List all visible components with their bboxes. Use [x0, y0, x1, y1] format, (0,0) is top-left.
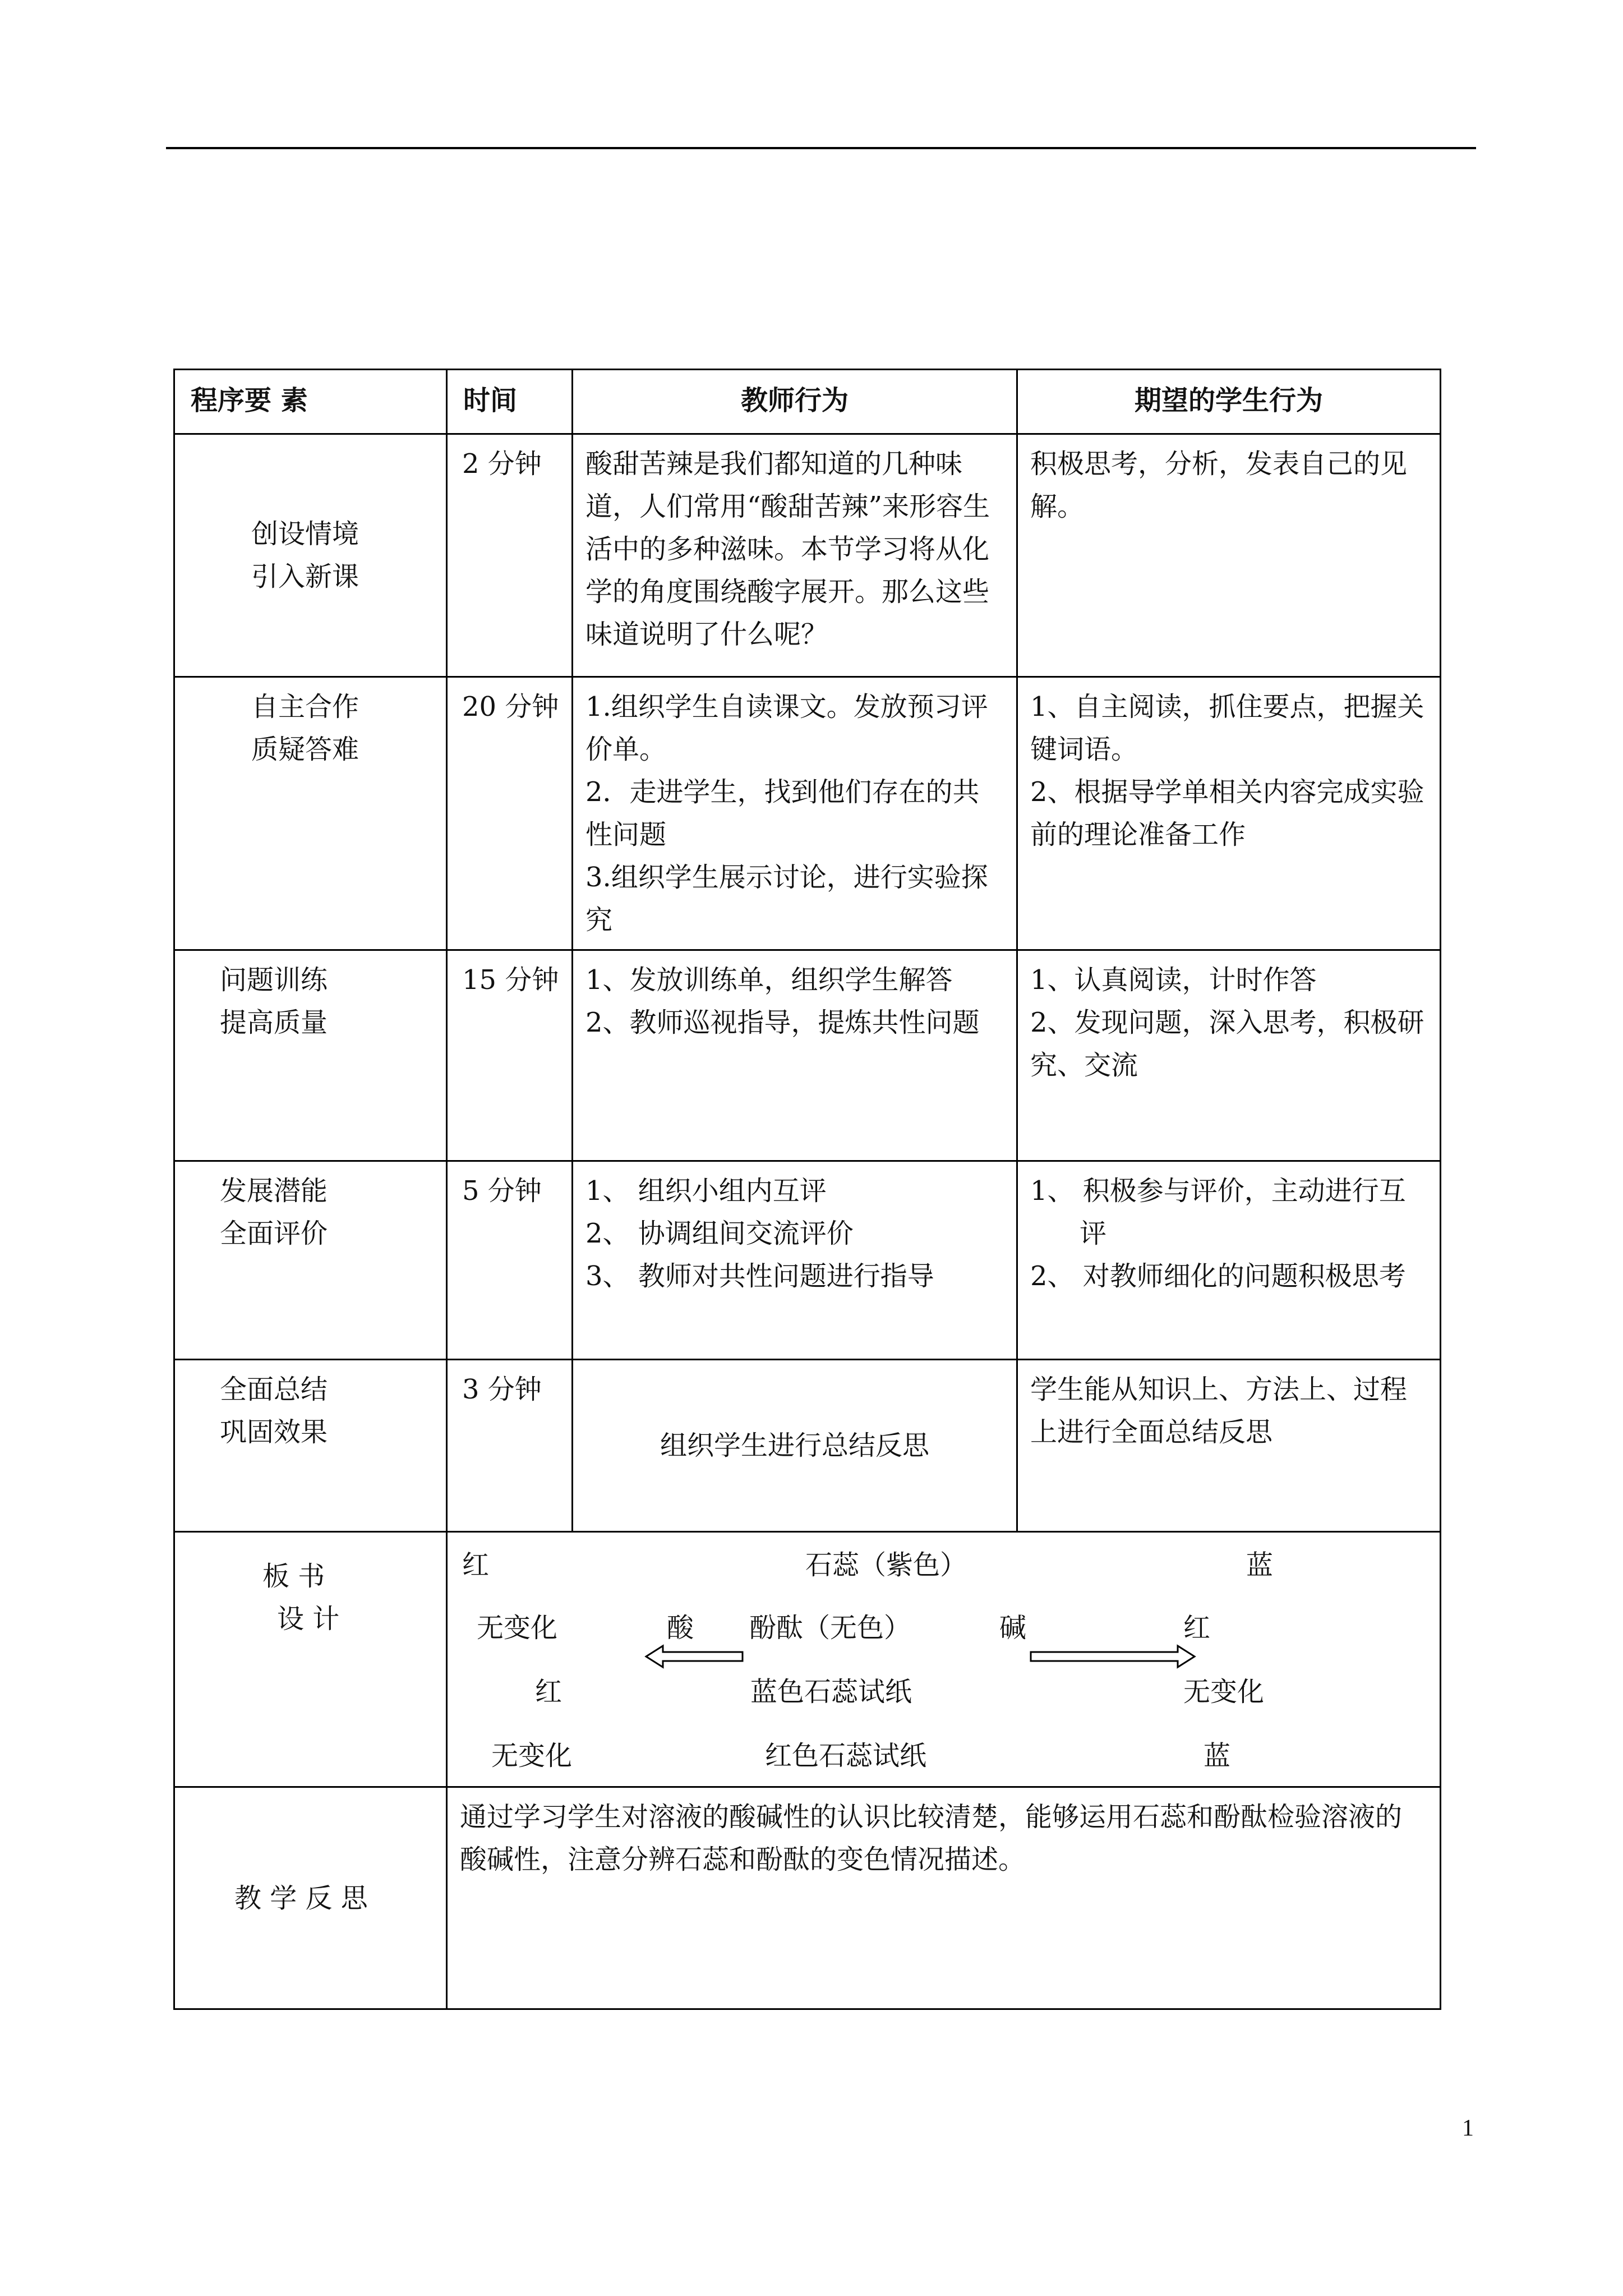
board-design-cell — [447, 1532, 1441, 1787]
reflection-stage-cell — [174, 1787, 447, 2009]
teacher-text: 3、 教师对共性问题进行指导 — [585, 1260, 934, 1292]
board-row — [174, 1532, 1441, 1787]
board-text: 无变化 — [491, 1740, 573, 1772]
stage-cell — [174, 1161, 447, 1360]
student-cell — [1017, 1360, 1441, 1532]
stage-line: 反 思 — [305, 1882, 368, 1914]
stage-line: 设 计 — [277, 1603, 340, 1635]
stage-line: 全面评价 — [220, 1218, 328, 1249]
teacher-cell — [573, 1161, 1017, 1360]
header-row — [174, 370, 1441, 434]
time-cell: 2 分钟 — [447, 434, 573, 677]
teacher-text: 酸甜苦辣是我们都知道的几种味道，人们常用“酸甜苦辣”来形容生活中的多种滋味。本节学习将从化学的角度围绕酸字展开。那么这些味道说明了什么呢？ — [585, 448, 990, 650]
student-text: 2、根据导学单相关内容完成实验前的理论准备工作 — [1030, 776, 1424, 850]
teacher-text: 2、 协调组间交流评价 — [585, 1218, 854, 1249]
teacher-cell — [573, 434, 1017, 677]
board-text: 无变化 — [1183, 1676, 1265, 1708]
table-row — [174, 677, 1441, 950]
header-rule — [166, 147, 1476, 149]
stage-cell — [174, 434, 447, 677]
reflection-text-cell — [447, 1787, 1441, 2009]
header-time: 时间 — [447, 370, 573, 434]
teacher-text: 1、发放训练单，组织学生解答 — [585, 964, 953, 996]
header-teacher: 教师行为 — [573, 370, 1017, 434]
board-acid-label: 酸 — [667, 1612, 694, 1644]
time-cell: 15 分钟 — [447, 950, 573, 1161]
stage-line: 问题训练 — [220, 964, 328, 996]
time-cell: 5 分钟 — [447, 1161, 573, 1360]
student-cell — [1017, 677, 1441, 950]
student-text: 2、 对教师细化的问题积极思考 — [1030, 1260, 1406, 1292]
teacher-text: 1、 组织小组内互评 — [585, 1175, 827, 1207]
stage-line: 全面总结 — [220, 1374, 328, 1405]
teacher-cell — [573, 950, 1017, 1161]
board-text: 红 — [1183, 1612, 1211, 1644]
table-row — [174, 434, 1441, 677]
stage-line: 提高质量 — [220, 1007, 328, 1038]
board-text: 红 — [462, 1549, 490, 1581]
board-text: 红 — [535, 1676, 562, 1708]
left-arrow-icon — [644, 1642, 745, 1671]
table-row — [174, 950, 1441, 1161]
stage-line: 自主合作 — [251, 691, 359, 723]
teacher-text: 2、教师巡视指导，提炼共性问题 — [585, 1007, 980, 1038]
student-cell — [1017, 1161, 1441, 1360]
right-arrow-icon — [1029, 1642, 1197, 1671]
board-text: 酚酞（无色） — [749, 1612, 911, 1644]
stage-cell — [174, 950, 447, 1161]
teacher-text: 组织学生进行总结反思 — [660, 1430, 929, 1461]
board-text: 红色石蕊试纸 — [765, 1740, 927, 1772]
student-text: 2、发现问题，深入思考，积极研究、交流 — [1030, 1007, 1424, 1081]
teacher-text: 2．走进学生，找到他们存在的共性问题 — [585, 776, 980, 850]
table-row — [174, 1360, 1441, 1532]
student-text: 1、认真阅读，计时作答 — [1030, 964, 1317, 996]
student-text: 积极思考，分析，发表自己的见解。 — [1030, 448, 1408, 522]
board-base-label: 碱 — [999, 1612, 1027, 1644]
stage-cell — [174, 1360, 447, 1532]
time-cell: 20 分钟 — [447, 677, 573, 950]
lesson-plan-table — [173, 369, 1441, 2010]
page-number: 1 — [1462, 2115, 1474, 2141]
stage-cell — [174, 677, 447, 950]
board-text: 蓝色石蕊试纸 — [750, 1676, 912, 1708]
student-cell — [1017, 434, 1441, 677]
board-text: 蓝 — [1246, 1549, 1274, 1581]
stage-line: 教 学 — [234, 1882, 297, 1914]
stage-line: 巩固效果 — [220, 1416, 328, 1448]
teacher-cell — [573, 677, 1017, 950]
student-text: 1、 积极参与评价，主动进行互评 — [1030, 1175, 1406, 1249]
teacher-text: 3.组织学生展示讨论，进行实验探究 — [585, 862, 988, 936]
reflection-row — [174, 1787, 1441, 2009]
board-text: 蓝 — [1204, 1740, 1231, 1772]
student-text: 学生能从知识上、方法上、过程上进行全面总结反思 — [1030, 1374, 1408, 1448]
teacher-cell — [573, 1360, 1017, 1532]
table-row — [174, 1161, 1441, 1360]
reflection-text: 通过学习学生对溶液的酸碱性的认识比较清楚，能够运用石蕊和酚酞检验溶液的酸碱性，注意分辨石蕊和酚酞的变色情况描述。 — [460, 1801, 1403, 1875]
time-cell: 3 分钟 — [447, 1360, 573, 1532]
teacher-text: 1.组织学生自读课文。发放预习评价单。 — [585, 691, 988, 765]
stage-line: 引入新课 — [251, 561, 359, 592]
header-stage: 程序要 素 — [174, 370, 447, 434]
stage-line: 发展潜能 — [220, 1175, 328, 1207]
board-text: 石蕊（紫色） — [805, 1549, 967, 1581]
student-text: 1、自主阅读，抓住要点，把握关键词语。 — [1030, 691, 1424, 765]
header-student: 期望的学生行为 — [1017, 370, 1441, 434]
board-stage-cell — [174, 1532, 447, 1787]
stage-line: 质疑答难 — [251, 734, 359, 765]
stage-line: 板 书 — [262, 1561, 325, 1592]
board-text: 无变化 — [477, 1612, 558, 1644]
student-cell — [1017, 950, 1441, 1161]
stage-line: 创设情境 — [251, 518, 359, 550]
